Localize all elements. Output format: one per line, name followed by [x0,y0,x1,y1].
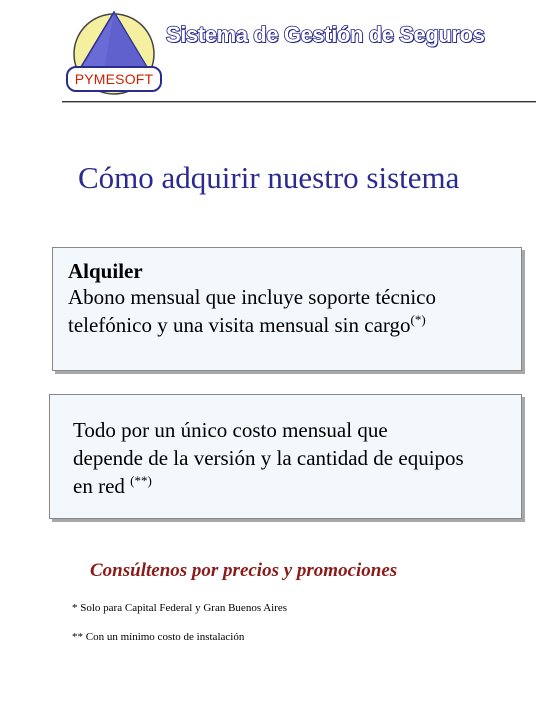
footnote-mark-1: (*) [410,312,426,327]
header-divider [62,101,536,102]
cost-info-box [49,394,522,519]
cost-line-3 [73,472,521,500]
cost-line-2: depende de la versión y la cantidad de equipos [73,446,464,470]
rental-info-box [52,247,522,371]
logo-wordmark: PYMESOFT [66,66,162,92]
footnote-mark-2: (**) [130,473,152,488]
contact-call-to-action: Consúltenos por precios y promociones [90,560,398,581]
app-title: Sistema de Gestión de Seguros [166,22,485,47]
pymesoft-logo [62,10,170,98]
page-title: Cómo adquirir nuestro sistema [78,160,460,195]
rental-line-2 [68,311,521,339]
footnote-2: ** Con un mínimo costo de instalación [72,631,245,643]
rental-line-2-text: telefónico y una visita mensual sin cargo [68,313,411,337]
rental-line-1: Abono mensual que incluye soporte técnico [68,285,436,309]
cost-line-3-text: en red [73,474,131,498]
rental-heading: Alquiler [68,259,143,283]
cost-line-1: Todo por un único costo mensual que [73,418,388,442]
footnote-1: * Solo para Capital Federal y Gran Buenos Aires [72,602,288,614]
